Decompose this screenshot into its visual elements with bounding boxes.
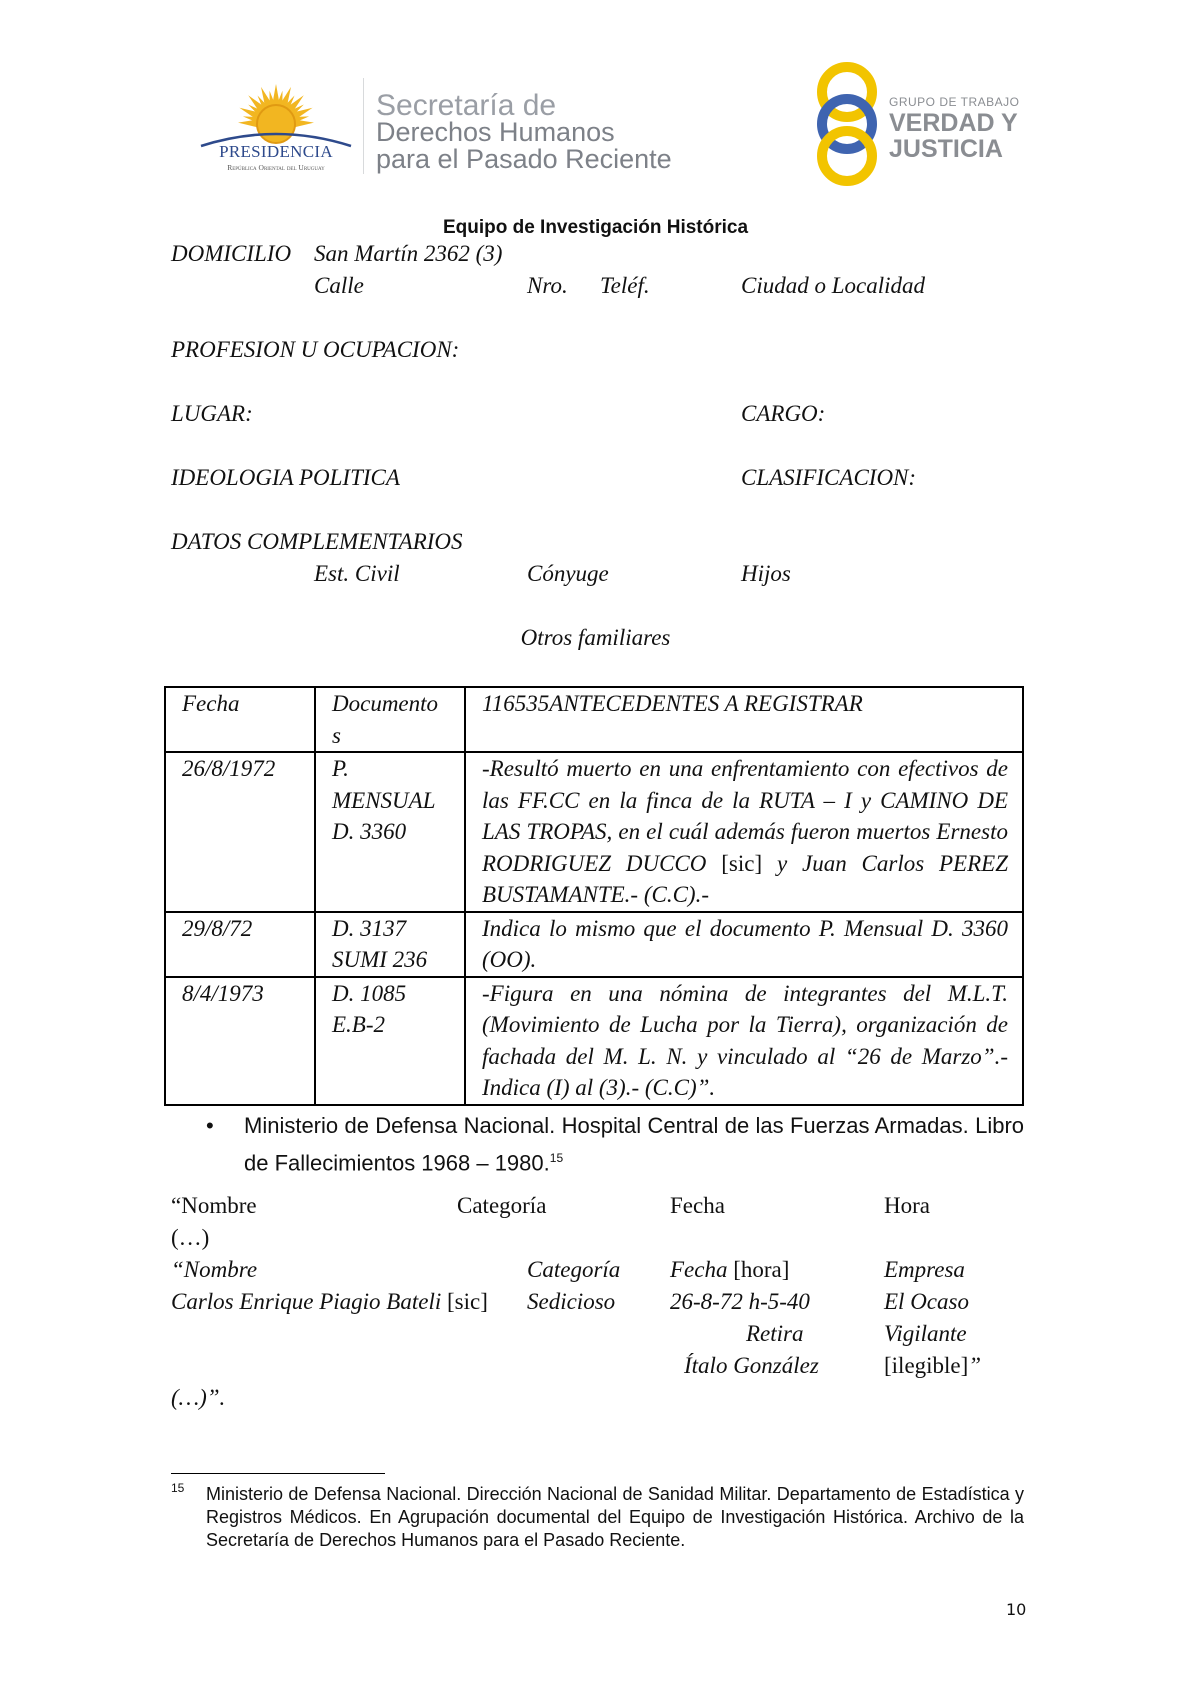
bullet-text: Ministerio de Defensa Nacional. Hospital Central de las Fuerzas Armadas. Libro de Fallecimientos 1968 – 1980. (244, 1113, 1024, 1176)
row-antecedente-text: -Resultó muerto en una enfrentamiento con efectivos de las FF.CC en la finca de la RUTA – I y CAMINO DE LAS TROPAS, en el cuál además fueron muertos Ernesto RODRIGUEZ DUCCO (482, 756, 1008, 876)
row-antecedente-text: Indica lo mismo que el documento P. Mensual D. 3360 (OO). (482, 915, 1008, 972)
domicilio-label: DOMICILIO (171, 241, 292, 266)
quote-h-categoria: Categoría (457, 1193, 547, 1218)
quote-ilegible (884, 1350, 981, 1382)
table-row (165, 752, 1023, 912)
secretaria-line-2: Derechos Humanos (376, 117, 615, 147)
domicilio-value: San Martín 2362 (3) (314, 241, 503, 266)
ciudad-label: Ciudad o Localidad (741, 273, 926, 298)
header-divider (363, 78, 364, 174)
gvj-line-2: JUSTICIA (889, 135, 1003, 163)
quote-i-nombre: “Nombre (171, 1257, 258, 1282)
table-row (165, 977, 1023, 1105)
row-antecedente-text-cont: y Juan Carlos PEREZ BUSTAMANTE.- (C.C).- (482, 850, 1008, 907)
presidencia-title: PRESIDENCIA (219, 142, 333, 161)
quote-retira: Retira (746, 1321, 804, 1346)
table-header-row (165, 687, 1023, 752)
quote-ellipsis: (…) (171, 1225, 210, 1250)
presidencia-logo (196, 82, 356, 177)
row-antecedente (465, 977, 1023, 1105)
footnote-text: Ministerio de Defensa Nacional. Dirección Nacional de Sanidad Militar. Departamento de Estadística y Registros Médicos. En Agrupación documental del Equipo de Investigación Histórica. Archivo de la Secretaría de Derechos Humanos para el Pasado Reciente. (206, 1484, 1024, 1550)
datos-label: DATOS COMPLEMENTARIOS (171, 529, 463, 554)
quote-name (171, 1286, 488, 1318)
sic-mark: [sic] (721, 850, 763, 876)
row-antecedente (465, 752, 1023, 912)
otros-familiares-label: Otros familiares (520, 625, 671, 650)
quote-i-categoria: Categoría (527, 1257, 621, 1282)
row-documento: D. 1085 E.B-2 (315, 977, 465, 1105)
footnote-number: 15 (171, 1481, 185, 1495)
table-row (165, 912, 1023, 977)
header-documentos: Documento s (315, 687, 465, 752)
quote-ilegible-text: [ilegible] (884, 1353, 969, 1378)
ideologia-label: IDEOLOGIA POLITICA (171, 465, 400, 490)
team-title: Equipo de Investigación Histórica (442, 217, 749, 238)
quote-empresa: El Ocaso (884, 1289, 969, 1314)
bullet-paragraph (244, 1110, 1024, 1179)
row-antecedente (465, 912, 1023, 977)
row-fecha: 8/4/1973 (165, 977, 315, 1105)
quote-i-fecha-word: Fecha (670, 1257, 728, 1282)
header-antecedentes: 116535ANTECEDENTES A REGISTRAR (465, 687, 1023, 752)
calle-label: Calle (314, 273, 364, 298)
quote-i-fecha (670, 1254, 789, 1286)
quote-h-hora: Hora (884, 1193, 930, 1218)
gvj-small-title: GRUPO DE TRABAJO (889, 95, 1020, 109)
row-fecha: 29/8/72 (165, 912, 315, 977)
quote-i-fecha-hora: [hora] (733, 1257, 790, 1282)
quote-name-text: Carlos Enrique Piagio Bateli (171, 1289, 442, 1314)
verdad-justicia-logo (812, 62, 1022, 187)
est-civil-label: Est. Civil (314, 561, 400, 586)
secretaria-line-1: Secretaría de (376, 89, 557, 122)
row-documento: P. MENSUAL D. 3360 (315, 752, 465, 912)
profesion-label: PROFESION U OCUPACION: (171, 337, 460, 362)
hijos-label: Hijos (741, 561, 791, 586)
telef-label: Teléf. (600, 273, 650, 298)
clasificacion-label: CLASIFICACION: (741, 465, 917, 490)
secretaria-logo-text (376, 89, 672, 174)
footnote-separator (171, 1473, 385, 1474)
page-number: 10 (1006, 1600, 1027, 1619)
row-documento: D. 3137 SUMI 236 (315, 912, 465, 977)
antecedentes-table (164, 686, 1024, 1106)
row-antecedente-text: -Figura en una nómina de integrantes del M.L.T. (Movimiento de Lucha por la Tierra), organización de fachada del M. L. N. y vinculado al “26 de Marzo”.- Indica (I) al (3).- (C.C)”. (482, 980, 1008, 1100)
quote-end: (…)”. (171, 1385, 226, 1410)
quote-fecha: 26-8-72 h-5-40 (670, 1289, 810, 1314)
rings-icon (812, 62, 882, 187)
quote-name-sic: [sic] (447, 1289, 488, 1314)
lugar-label: LUGAR: (171, 401, 253, 426)
quote-persona: Ítalo González (684, 1353, 819, 1378)
quote-vigilante: Vigilante (884, 1321, 967, 1346)
secretaria-line-3: para el Pasado Reciente (376, 144, 672, 174)
quote-ilegible-close: ” (968, 1353, 982, 1378)
nro-label: Nro. (527, 273, 568, 298)
quote-h-fecha: Fecha (670, 1193, 725, 1218)
quote-i-empresa: Empresa (884, 1257, 965, 1282)
quote-h-nombre: “Nombre (171, 1193, 257, 1218)
conyuge-label: Cónyuge (527, 561, 609, 586)
gvj-line-1: VERDAD Y (889, 109, 1018, 137)
cargo-label: CARGO: (741, 401, 826, 426)
presidencia-subtitle: República Oriental del Uruguay (227, 163, 325, 172)
quote-categoria: Sedicioso (527, 1289, 616, 1314)
header-fecha: Fecha (165, 687, 315, 752)
footnote-ref: 15 (549, 1151, 564, 1165)
bullet-mark: • (206, 1113, 214, 1138)
row-fecha: 26/8/1972 (165, 752, 315, 912)
